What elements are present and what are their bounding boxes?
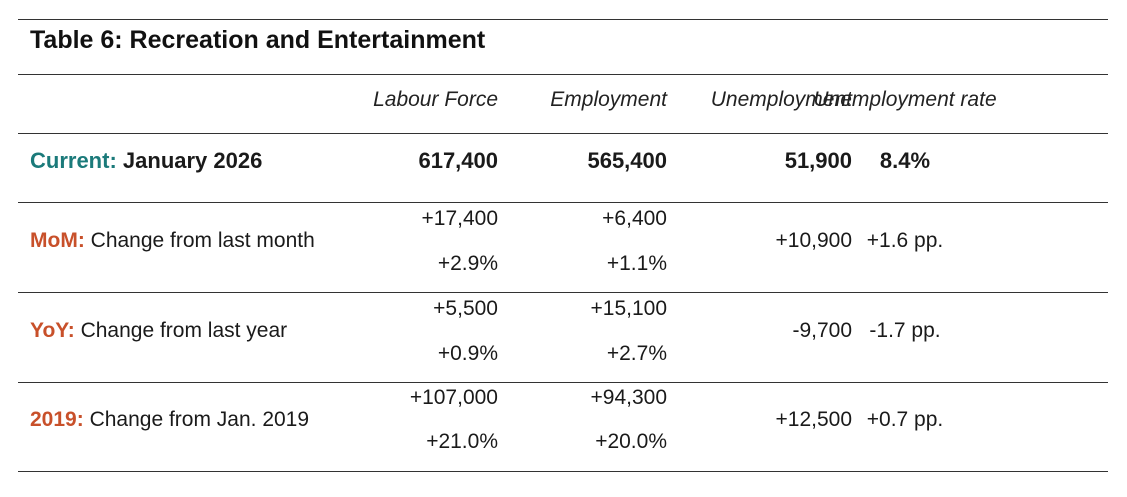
table-row-yoy xyxy=(18,293,1108,383)
yoy-unemployment: -9,700 xyxy=(792,319,852,342)
row-prefix-2019: 2019: xyxy=(30,408,84,431)
mom-labour-force-pct: +2.9% xyxy=(437,252,498,275)
table-title-row xyxy=(18,19,1108,75)
y2019-labour-force-pct: +21.0% xyxy=(426,430,498,453)
current-employment: 565,400 xyxy=(587,148,667,173)
y2019-employment-abs: +94,300 xyxy=(590,386,667,409)
row-label-current xyxy=(30,148,262,174)
header-labour-force: Labour Force xyxy=(373,88,498,111)
mom-unemployment: +10,900 xyxy=(775,229,852,252)
mom-labour-force-abs: +17,400 xyxy=(421,207,498,230)
table-title: Table 6: Recreation and Entertainment xyxy=(30,26,486,54)
yoy-labour-force-abs: +5,500 xyxy=(433,297,498,320)
row-prefix-mom: MoM: xyxy=(30,229,85,252)
row-label-text: Change from last month xyxy=(90,229,315,252)
yoy-employment-pct: +2.7% xyxy=(606,342,667,365)
y2019-unemployment: +12,500 xyxy=(775,408,852,431)
row-prefix-yoy: YoY: xyxy=(30,319,75,342)
header-employment: Employment xyxy=(550,88,667,111)
current-unemployment-rate: 8.4% xyxy=(879,148,931,173)
row-label-2019 xyxy=(30,408,309,432)
row-label-mom xyxy=(30,229,315,253)
row-label-text: Change from Jan. 2019 xyxy=(89,408,310,431)
mom-employment-abs: +6,400 xyxy=(602,207,667,230)
row-prefix-current: Current: xyxy=(30,148,117,173)
row-label-text: January 2026 xyxy=(122,148,263,173)
current-unemployment: 51,900 xyxy=(784,148,852,173)
table-row-current xyxy=(18,134,1108,203)
row-label-yoy xyxy=(30,319,287,343)
current-labour-force: 617,400 xyxy=(418,148,498,173)
yoy-unemployment-rate: -1.7 pp. xyxy=(869,319,941,342)
row-label-text: Change from last year xyxy=(80,319,288,342)
header-row xyxy=(18,74,1108,134)
header-unemployment: Unemployment xyxy=(710,88,852,111)
mom-employment-pct: +1.1% xyxy=(606,252,667,275)
header-unemployment-rate: Unemployment rate xyxy=(813,88,997,111)
yoy-labour-force-pct: +0.9% xyxy=(437,342,498,365)
table-row-2019 xyxy=(18,383,1108,472)
table-row-mom xyxy=(18,203,1108,293)
yoy-employment-abs: +15,100 xyxy=(590,297,667,320)
mom-unemployment-rate: +1.6 pp. xyxy=(866,229,944,252)
y2019-unemployment-rate: +0.7 pp. xyxy=(866,408,944,431)
y2019-employment-pct: +20.0% xyxy=(595,430,667,453)
y2019-labour-force-abs: +107,000 xyxy=(409,386,498,409)
